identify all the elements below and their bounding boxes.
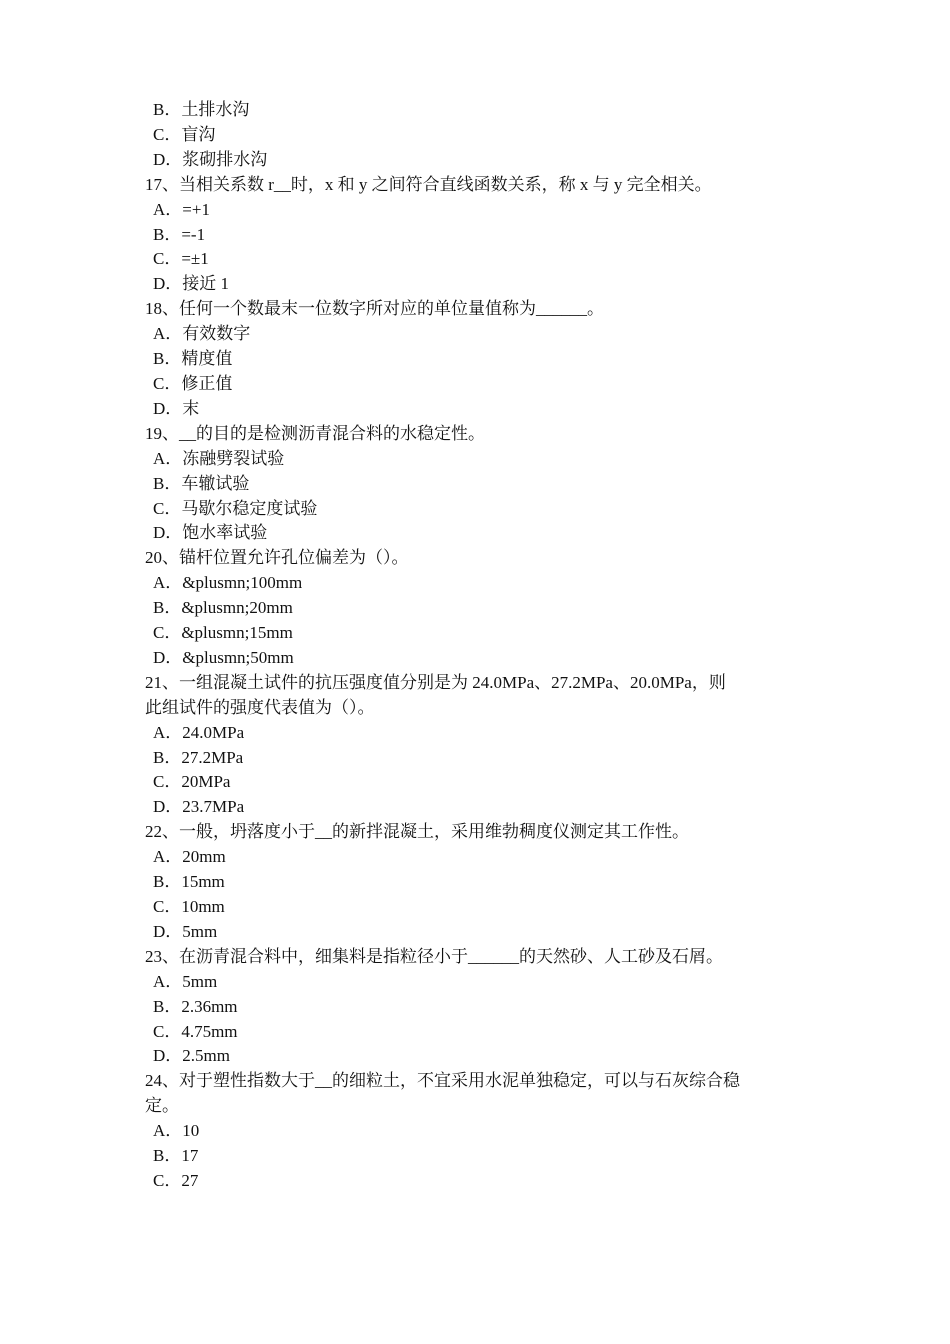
- option-line: B．车辙试验: [153, 473, 250, 493]
- option-line: A．24.0MPa: [153, 722, 245, 742]
- question-line: 23、在沥青混合料中，细集料是指粒径小于______的天然砂、人工砂及石屑。: [145, 946, 723, 966]
- question-continuation-line: 此组试件的强度代表值为（）。: [145, 697, 375, 717]
- question-line: 20、锚杆位置允许孔位偏差为（）。: [145, 548, 409, 568]
- option-line: C．修正值: [153, 373, 233, 393]
- option-line: B．精度值: [153, 349, 233, 369]
- option-line: A．5mm: [153, 971, 218, 991]
- option-line: A．10: [153, 1121, 200, 1141]
- option-line: D．末: [153, 398, 200, 418]
- option-line: B．&plusmn;20mm: [153, 598, 293, 618]
- option-line: C．20MPa: [153, 772, 231, 792]
- option-line: D．浆砌排水沟: [153, 149, 268, 169]
- question-line: 21、一组混凝土试件的抗压强度值分别是为 24.0MPa、27.2MPa、20.0MPa，则: [145, 672, 726, 692]
- option-line: D．饱水率试验: [153, 523, 268, 543]
- option-line: C．马歇尔稳定度试验: [153, 498, 318, 518]
- option-line: A．有效数字: [153, 324, 251, 344]
- option-line: C．&plusmn;15mm: [153, 623, 293, 643]
- option-line: D．2.5mm: [153, 1046, 230, 1066]
- option-line: B．17: [153, 1146, 199, 1166]
- option-line: B．15mm: [153, 872, 225, 892]
- question-line: 22、一般，坍落度小于__的新拌混凝土，采用维勃稠度仪测定其工作性。: [145, 822, 689, 842]
- question-line: 19、__的目的是检测沥青混合料的水稳定性。: [145, 423, 485, 443]
- option-line: C．=±1: [153, 249, 209, 269]
- option-line: C．10mm: [153, 897, 225, 916]
- question-line: 18、任何一个数最末一位数字所对应的单位量值称为______。: [145, 299, 604, 319]
- option-line: A．冻融劈裂试验: [153, 448, 285, 468]
- document-page: [145, 98, 810, 1194]
- option-line: B．2.36mm: [153, 996, 238, 1016]
- option-line: A．&plusmn;100mm: [153, 573, 303, 593]
- question-line: 17、当相关系数 r__时，x 和 y 之间符合直线函数关系，称 x 与 y 完全相关。: [145, 174, 712, 194]
- option-line: C．27: [153, 1170, 199, 1190]
- question-continuation-line: 定。: [145, 1096, 179, 1116]
- option-line: D．&plusmn;50mm: [153, 647, 294, 667]
- option-line: A．=+1: [153, 199, 210, 219]
- option-line: B．土排水沟: [153, 100, 250, 119]
- option-line: D．5mm: [153, 921, 218, 941]
- option-line: D．23.7MPa: [153, 797, 245, 817]
- option-line: C．盲沟: [153, 124, 216, 144]
- option-line: B．27.2MPa: [153, 747, 244, 767]
- option-line: B．=-1: [153, 224, 206, 244]
- question-line: 24、对于塑性指数大于__的细粒土，不宜采用水泥单独稳定，可以与石灰综合稳: [145, 1071, 740, 1091]
- option-line: C．4.75mm: [153, 1021, 238, 1041]
- option-line: D．接近 1: [153, 274, 230, 294]
- option-line: A．20mm: [153, 847, 226, 867]
